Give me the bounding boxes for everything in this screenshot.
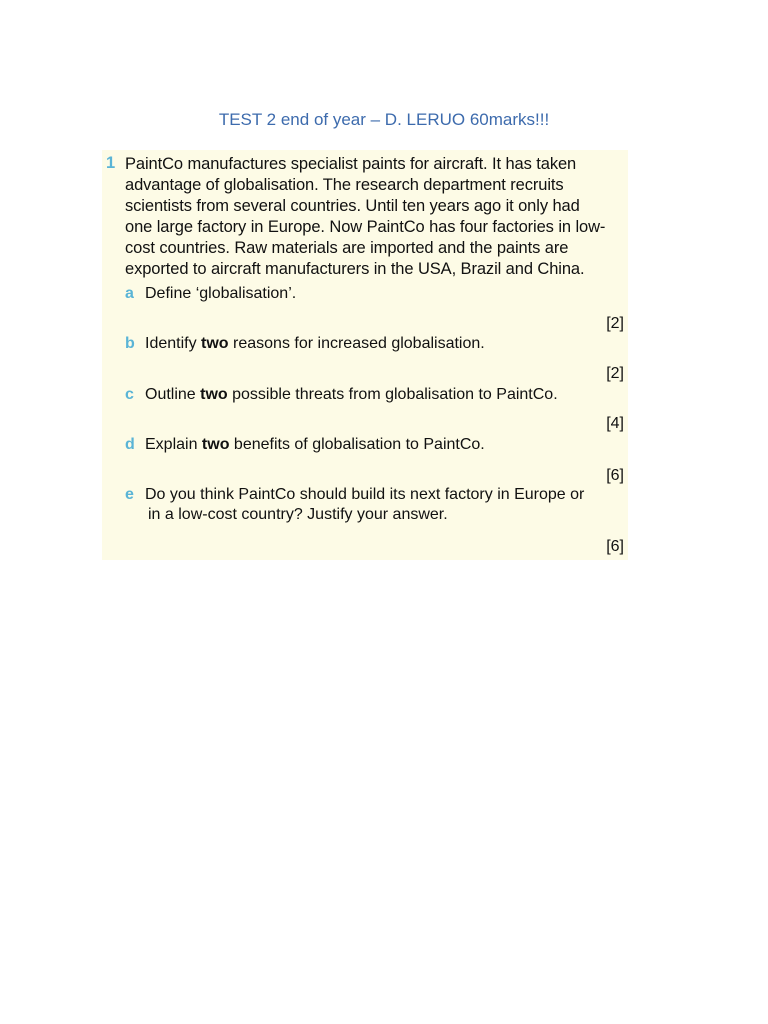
part-text: Identify <box>145 335 202 352</box>
part-a-marks: [2] <box>606 315 624 332</box>
part-text: possible threats from globalisation to PaintCo. <box>227 386 558 403</box>
stem-line: advantage of globalisation. The research department recruits <box>125 176 564 194</box>
part-bold: two <box>201 335 229 352</box>
question-box <box>102 150 628 560</box>
question-number: 1 <box>106 154 116 172</box>
part-a <box>125 285 296 303</box>
part-bold: two <box>200 386 228 403</box>
part-letter: e <box>125 486 134 503</box>
part-letter: d <box>125 436 135 453</box>
part-d <box>125 436 485 454</box>
stem-line: exported to aircraft manufacturers in the USA, Brazil and China. <box>125 260 585 278</box>
part-e <box>125 486 584 524</box>
stem-line: scientists from several countries. Until ten years ago it only had <box>125 197 580 215</box>
part-text: Explain <box>145 436 202 453</box>
part-c <box>125 386 558 404</box>
part-c-marks: [4] <box>606 415 624 432</box>
part-b <box>125 335 485 353</box>
part-bold: two <box>201 436 230 453</box>
part-text: Do you think PaintCo should build its next factory in Europe or <box>145 486 585 503</box>
part-letter: b <box>125 335 135 352</box>
part-text: Define ‘globalisation’. <box>145 285 297 302</box>
stem-line: cost countries. Raw materials are imported and the paints are <box>125 239 569 257</box>
part-letter: a <box>125 285 134 302</box>
question-stem <box>125 154 625 280</box>
part-text-line2: in a low-cost country? Justify your answer. <box>148 506 448 523</box>
part-letter: c <box>125 386 134 403</box>
part-d-marks: [6] <box>606 467 624 484</box>
page-title: TEST 2 end of year – D. LERUO 60marks!!! <box>218 110 550 129</box>
part-text: reasons for increased globalisation. <box>228 335 485 352</box>
stem-line: PaintCo manufactures specialist paints for aircraft. It has taken <box>125 155 577 173</box>
part-text: benefits of globalisation to PaintCo. <box>229 436 485 453</box>
part-b-marks: [2] <box>606 365 624 382</box>
stem-line: one large factory in Europe. Now PaintCo has four factories in low- <box>125 218 606 236</box>
part-text: Outline <box>145 386 201 403</box>
part-e-marks: [6] <box>606 538 624 555</box>
